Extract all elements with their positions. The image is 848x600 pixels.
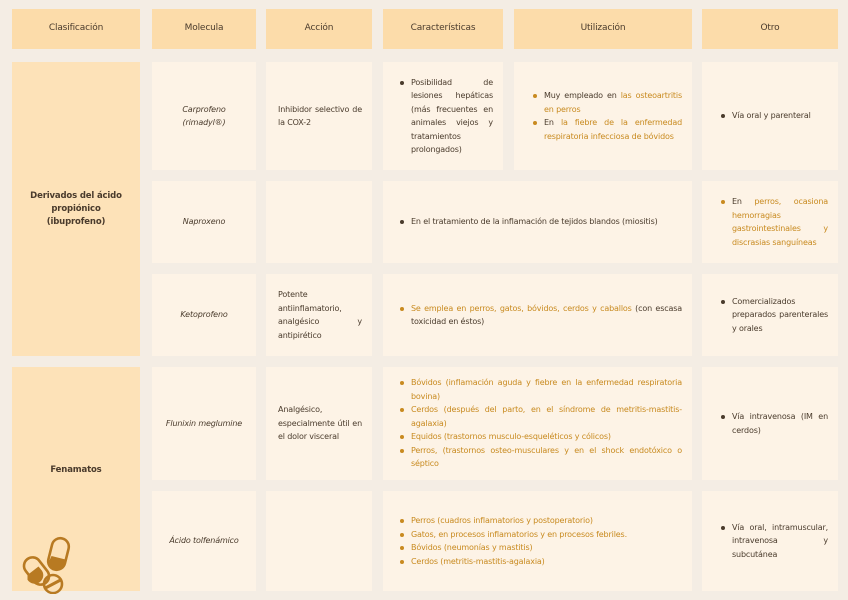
flunixin-molecula bbox=[152, 367, 256, 480]
naproxeno-caract-item: En el tratamiento de la inflamación de tejidos blandos (miositis) bbox=[411, 215, 682, 229]
tolfenamico-otro-item: Vía oral, intramuscular, intravenosa y subcutánea bbox=[732, 521, 828, 562]
tolfenamico-caract-item: Gatos, en procesos inflamatorios y en procesos febriles. bbox=[411, 528, 682, 542]
header-otro: Otro bbox=[702, 9, 838, 49]
flunixin-otro-item: Vía intravenosa (IM en cerdos) bbox=[732, 410, 828, 437]
carprofeno-otro-item: Vía oral y parenteral bbox=[732, 109, 828, 123]
flunixin-accion bbox=[266, 367, 372, 480]
ketoprofeno-otro-item: Comercializados preparados parenterales y orales bbox=[732, 295, 828, 336]
carprofeno-util-item: En la fiebre de la enfermedad respiratoria infecciosa de bóvidos bbox=[544, 116, 682, 143]
flunixin-caract-item: Perros, (trastornos osteo-musculares y en el shock endotóxico o séptico bbox=[411, 444, 682, 471]
group-fenamatos-label: Fenamatos bbox=[50, 464, 102, 475]
header-utilizacion: Utilización bbox=[514, 9, 692, 49]
ketoprofeno-caract-item: Se emplea en perros, gatos, bóvidos, cerdos y caballos (con escasa toxicidad en éstos) bbox=[411, 302, 682, 329]
ketoprofeno-otro bbox=[702, 274, 838, 356]
header-clasificacion: Clasificación bbox=[12, 9, 140, 49]
tolfenamico-molecula-text: Ácido tolfenámico bbox=[169, 536, 239, 546]
naproxeno-accion bbox=[266, 181, 372, 263]
tolfenamico-caract-item: Cerdos (metritis-mastitis-agalaxia) bbox=[411, 555, 682, 569]
tolfenamico-otro bbox=[702, 491, 838, 591]
tolfenamico-molecula bbox=[152, 491, 256, 591]
header-molecula: Molecula bbox=[152, 9, 256, 49]
ketoprofeno-accion bbox=[266, 274, 372, 356]
flunixin-caract-item: Equidos (trastornos musculo-esqueléticos y cólicos) bbox=[411, 430, 682, 444]
header-caracteristicas: Características bbox=[383, 9, 503, 49]
carprofeno-molecula-text: Carprofeno (rimadyl®) bbox=[182, 104, 226, 127]
header-accion: Acción bbox=[266, 9, 372, 49]
carprofeno-otro bbox=[702, 62, 838, 170]
tolfenamico-caract-item: Bóvidos (neumonías y mastitis) bbox=[411, 541, 682, 555]
naproxeno-otro bbox=[702, 181, 838, 263]
ketoprofeno-molecula-text: Ketoprofeno bbox=[180, 310, 228, 320]
pills-icon bbox=[22, 532, 78, 594]
ketoprofeno-accion-text: Potente antiinflamatorio, analgésico y antipirético bbox=[278, 290, 362, 340]
carprofeno-util-item: Muy empleado en las osteoartritis en perros bbox=[544, 89, 682, 116]
carprofeno-accion-text: Inhibidor selectivo de la COX-2 bbox=[278, 104, 362, 127]
flunixin-otro bbox=[702, 367, 838, 480]
flunixin-caracteristicas bbox=[383, 367, 692, 480]
group-fenamatos bbox=[12, 367, 140, 591]
tolfenamico-caracteristicas bbox=[383, 491, 692, 591]
carprofeno-utilizacion bbox=[514, 62, 692, 170]
carprofeno-molecula bbox=[152, 62, 256, 170]
flunixin-accion-text: Analgésico, especialmente útil en el dolor visceral bbox=[278, 405, 362, 442]
naproxeno-molecula-text: Naproxeno bbox=[182, 217, 226, 227]
carprofeno-caract-item: Posibilidad de lesiones hepáticas (más frecuentes en animales viejos y tratamientos prolongados) bbox=[411, 76, 493, 157]
ketoprofeno-caracteristicas bbox=[383, 274, 692, 356]
tolfenamico-accion bbox=[266, 491, 372, 591]
carprofeno-caracteristicas bbox=[383, 62, 503, 170]
tolfenamico-caract-item: Perros (cuadros inflamatorios y postoperatorio) bbox=[411, 514, 682, 528]
naproxeno-caracteristicas bbox=[383, 181, 692, 263]
carprofeno-accion bbox=[266, 62, 372, 170]
naproxeno-molecula bbox=[152, 181, 256, 263]
flunixin-caract-item: Bóvidos (inflamación aguda y fiebre en la enfermedad respiratoria bovina) bbox=[411, 376, 682, 403]
group-propionico: Derivados del ácido propiónico (ibuprofeno) bbox=[12, 62, 140, 356]
naproxeno-otro-item: En perros, ocasiona hemorragias gastrointestinales y discrasias sanguíneas bbox=[732, 195, 828, 249]
ketoprofeno-molecula bbox=[152, 274, 256, 356]
flunixin-molecula-text: Flunixin meglumine bbox=[165, 418, 243, 428]
flunixin-caract-item: Cerdos (después del parto, en el síndrome de metritis-mastitis-agalaxia) bbox=[411, 403, 682, 430]
